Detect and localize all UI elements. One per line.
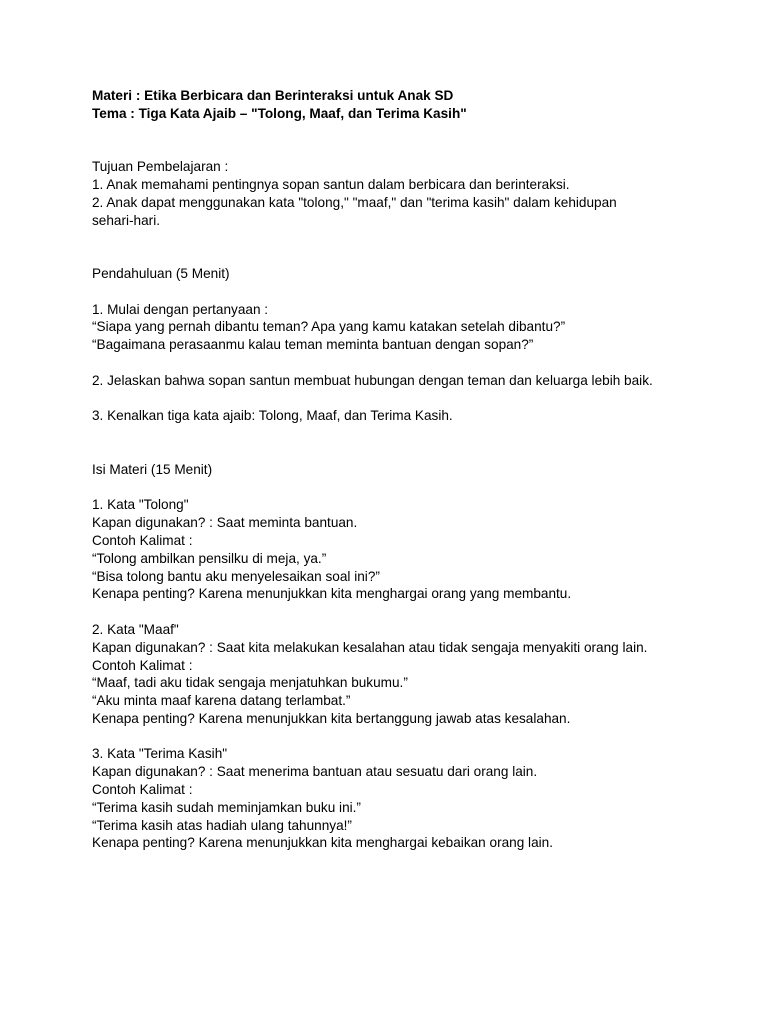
pendahuluan-question-1: “Siapa yang pernah dibantu teman? Apa yang kamu katakan setelah dibantu?” — [92, 319, 566, 335]
pendahuluan-question-2: “Bagaimana perasaanmu kalau teman meminta bantuan dengan sopan?” — [92, 337, 534, 353]
section-title: 2. Kata "Maaf" — [92, 621, 179, 637]
pendahuluan-heading: Pendahuluan (5 Menit) — [92, 265, 230, 281]
tujuan-heading: Tujuan Pembelajaran : — [92, 159, 229, 175]
tujuan-item-2: 2. Anak dapat menggunakan kata "tolong," "maaf," dan "terima kasih" dalam kehidupan sehari-hari. — [92, 194, 617, 228]
isi-heading: Isi Materi (15 Menit) — [92, 461, 213, 477]
section-kenapa: Kenapa penting? Karena menunjukkan kita menghargai orang yang membantu. — [92, 586, 572, 602]
section-kenapa: Kenapa penting? Karena menunjukkan kita bertanggung jawab atas kesalahan. — [92, 710, 571, 726]
section-title: 3. Kata "Terima Kasih" — [92, 746, 228, 762]
section-kapan: Kapan digunakan? : Saat menerima bantuan atau sesuatu dari orang lain. — [92, 764, 538, 780]
section-contoh-2: “Bisa tolong bantu aku menyelesaikan soal ini?” — [92, 568, 380, 584]
tema-title: Tema : Tiga Kata Ajaib – "Tolong, Maaf, dan Terima Kasih" — [92, 105, 467, 121]
section-tolong — [92, 496, 752, 603]
section-contoh-label: Contoh Kalimat : — [92, 782, 193, 798]
document-page — [92, 87, 752, 852]
section-terima-kasih — [92, 745, 752, 852]
section-contoh-1: “Tolong ambilkan pensilku di meja, ya.” — [92, 550, 327, 566]
section-kenapa: Kenapa penting? Karena menunjukkan kita menghargai kebaikan orang lain. — [92, 835, 553, 851]
pendahuluan-step-2: 2. Jelaskan bahwa sopan santun membuat hubungan dengan teman dan keluarga lebih baik. — [92, 372, 653, 388]
section-contoh-1: “Terima kasih sudah meminjamkan buku ini.” — [92, 799, 361, 815]
section-contoh-2: “Aku minta maaf karena datang terlambat.” — [92, 693, 351, 709]
section-kapan: Kapan digunakan? : Saat meminta bantuan. — [92, 515, 358, 531]
section-kapan: Kapan digunakan? : Saat kita melakukan kesalahan atau tidak sengaja menyakiti orang lain. — [92, 639, 648, 655]
pendahuluan-step-1: 1. Mulai dengan pertanyaan : — [92, 301, 269, 317]
section-contoh-label: Contoh Kalimat : — [92, 532, 193, 548]
section-title: 1. Kata "Tolong" — [92, 497, 189, 513]
materi-title: Materi : Etika Berbicara dan Berinteraksi untuk Anak SD — [92, 88, 454, 103]
tujuan-item-1: 1. Anak memahami pentingnya sopan santun dalam berbicara dan berinteraksi. — [92, 176, 570, 192]
section-contoh-2: “Terima kasih atas hadiah ulang tahunnya!” — [92, 817, 352, 833]
section-contoh-label: Contoh Kalimat : — [92, 657, 193, 673]
section-contoh-1: “Maaf, tadi aku tidak sengaja menjatuhkan bukumu.” — [92, 675, 408, 691]
section-maaf — [92, 621, 752, 728]
pendahuluan-step-3: 3. Kenalkan tiga kata ajaib: Tolong, Maaf, dan Terima Kasih. — [92, 408, 453, 424]
